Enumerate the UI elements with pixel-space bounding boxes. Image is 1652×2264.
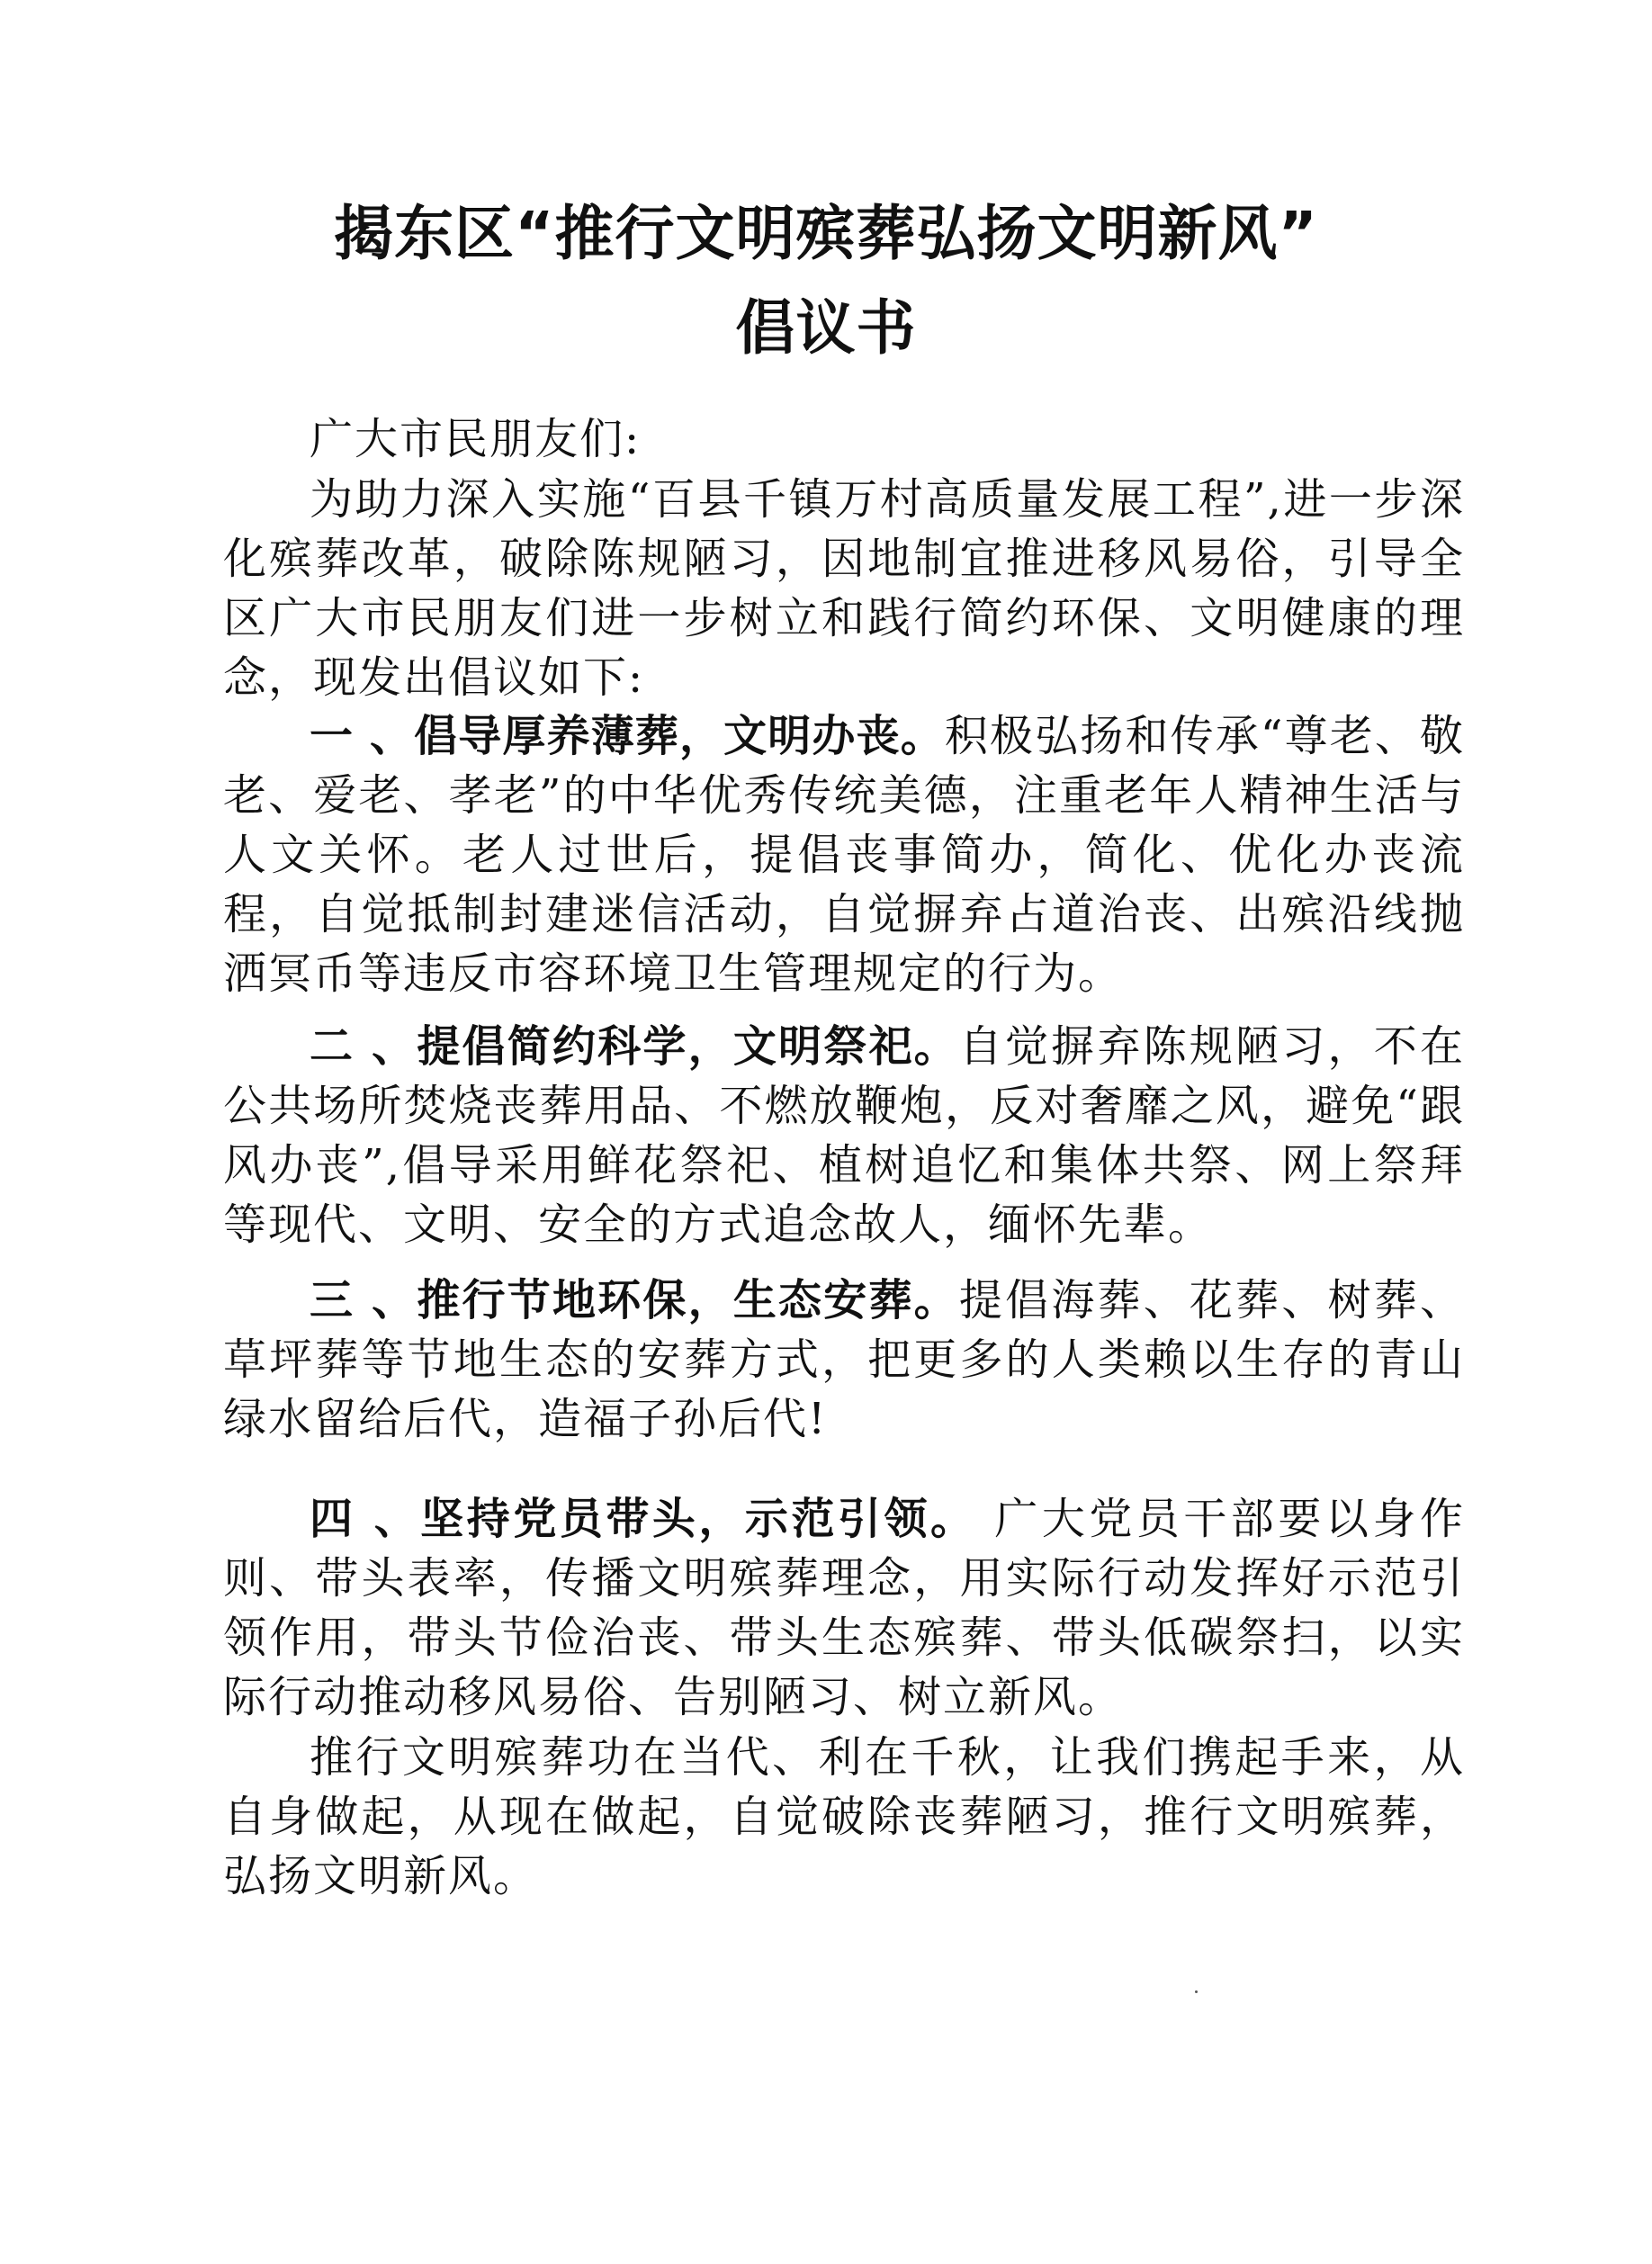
section-4-paragraph (223, 1489, 1465, 1727)
section-4-text: 广大党员干部要以身作则、带头表率，传播文明殡葬理念，用实际行动发挥好示范引领作用，带头节俭治丧、带头生态殡葬、带头低碳祭扫，以实际行动推动移风易俗、告别陋习、树立新风。 (223, 1494, 1465, 1722)
document-title-line-1: 揭东区“推行文明殡葬弘扬文明新风” (334, 199, 1318, 268)
section-3-paragraph (223, 1271, 1465, 1449)
section-3-content (223, 1271, 1465, 1449)
section-3-heading: 三 、推行节地环保，生态安葬。 (310, 1275, 959, 1325)
section-3-text: 提倡海葬、花葬、树葬、草坪葬等节地生态的安葬方式，把更多的人类赖以生存的青山绿水留给后代，造福子孙后代! (223, 1275, 1465, 1444)
section-2-content (223, 1017, 1465, 1254)
section-2-heading: 二 、提倡简约科学，文明祭祀。 (310, 1021, 959, 1072)
closing-paragraph (223, 1728, 1465, 1906)
section-1-text: 积极弘扬和传承“尊老、敬老、爱老、孝老”的中华优秀传统美德，注重老年人精神生活与人文关怀。老人过世后，提倡丧事简办，简化、优化办丧流程，自觉抵制封建迷信活动，自觉摒弃占道治丧、出殡沿线抛洒冥币等违反市容环境卫生管理规定的行为。 (223, 711, 1465, 999)
section-1-heading: 一 、倡导厚养薄葬，文明办丧。 (310, 711, 945, 761)
section-2-paragraph (223, 1017, 1465, 1254)
intro-paragraph (223, 470, 1465, 707)
salutation: 广大市民朋友们: (310, 414, 642, 464)
section-1-content (223, 706, 1465, 1003)
section-2-text: 自觉摒弃陈规陋习，不在公共场所焚烧丧葬用品、不燃放鞭炮，反对奢靡之风，避免“跟风办丧”,倡导采用鲜花祭祀、植树追忆和集体共祭、网上祭拜等现代、文明、安全的方式追念故人，缅怀先辈。 (223, 1021, 1465, 1250)
section-1-paragraph (223, 706, 1465, 1003)
scan-speck (1195, 1990, 1198, 1993)
closing-text: 推行文明殡葬功在当代、利在千秋，让我们携起手来，从自身做起，从现在做起，自觉破除丧葬陋习，推行文明殡葬，弘扬文明新风。 (223, 1732, 1465, 1901)
section-4-content (223, 1489, 1465, 1727)
document-title-line-2: 倡议书 (735, 293, 917, 363)
intro-text: 为助力深入实施“百县千镇万村高质量发展工程”,进一步深化殡葬改革，破除陈规陋习，因地制宜推进移风易俗，引导全区广大市民朋友们进一步树立和践行简约环保、文明健康的理念，现发出倡议如下: (223, 474, 1465, 703)
section-4-heading: 四 、坚持党员带头，示范引领。 (310, 1494, 977, 1544)
